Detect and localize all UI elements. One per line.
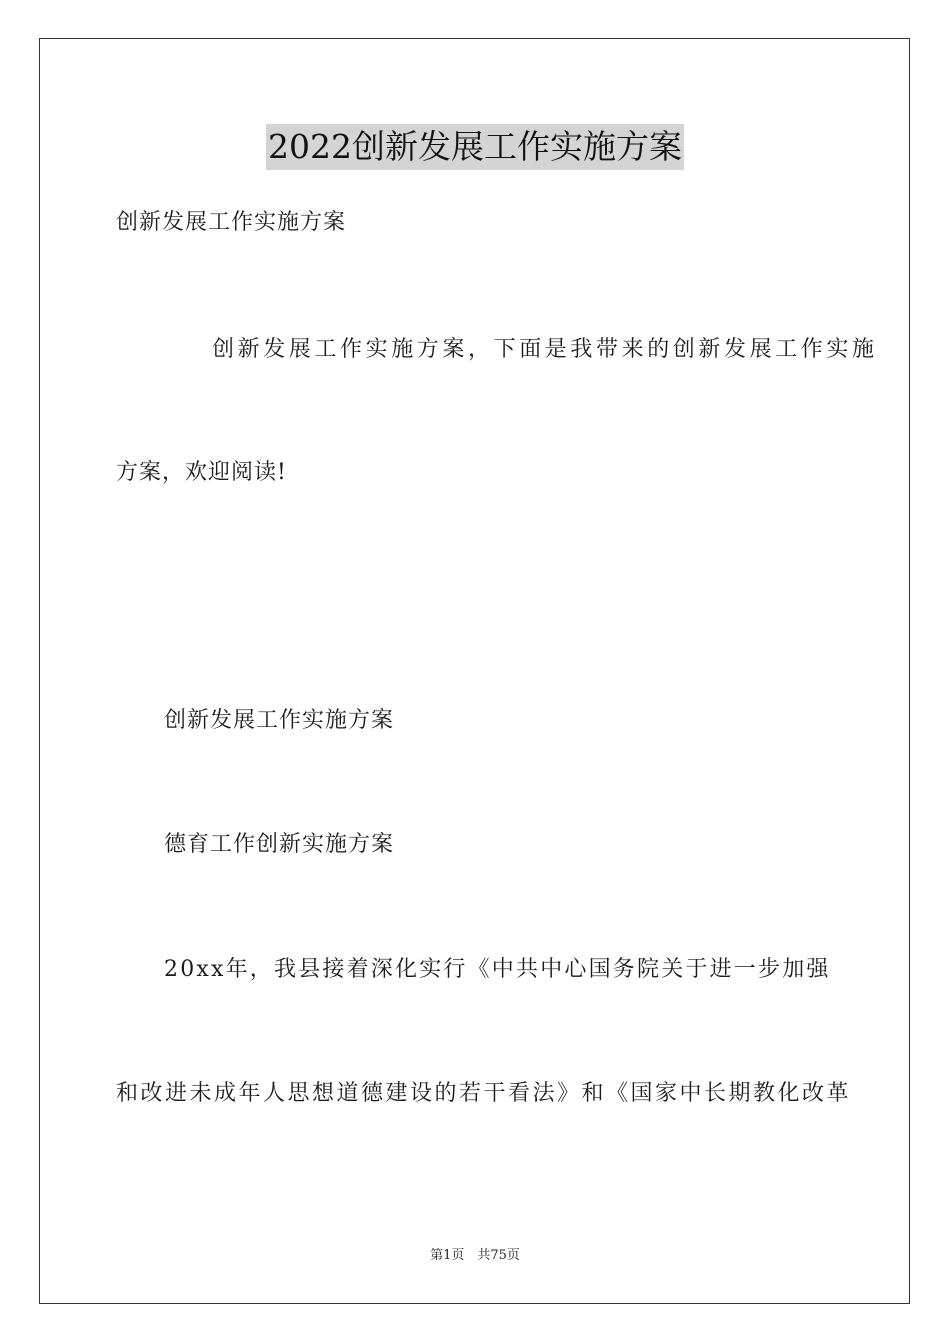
body-paragraph-line-2: 和改进未成年人思想道德建设的若干看法》和《国家中长期教化改革 xyxy=(116,1081,852,1106)
document-title: 2022创新发展工作实施方案 xyxy=(266,124,684,170)
subtitle-line: 创新发展工作实施方案 xyxy=(116,210,347,235)
intro-paragraph-line-2: 方案，欢迎阅读! xyxy=(116,460,287,485)
intro-paragraph-line-1: 创新发展工作实施方案，下面是我带来的创新发展工作实施 xyxy=(212,337,878,362)
section-heading: 创新发展工作实施方案 xyxy=(164,708,395,733)
subsection-heading: 德育工作创新实施方案 xyxy=(164,832,395,857)
title-container xyxy=(0,124,950,170)
body-paragraph-line-1: 20xx年，我县接着深化实行《中共中心国务院关于进一步加强 xyxy=(164,957,831,982)
page-footer: 第1页 共75页 xyxy=(430,1248,520,1263)
